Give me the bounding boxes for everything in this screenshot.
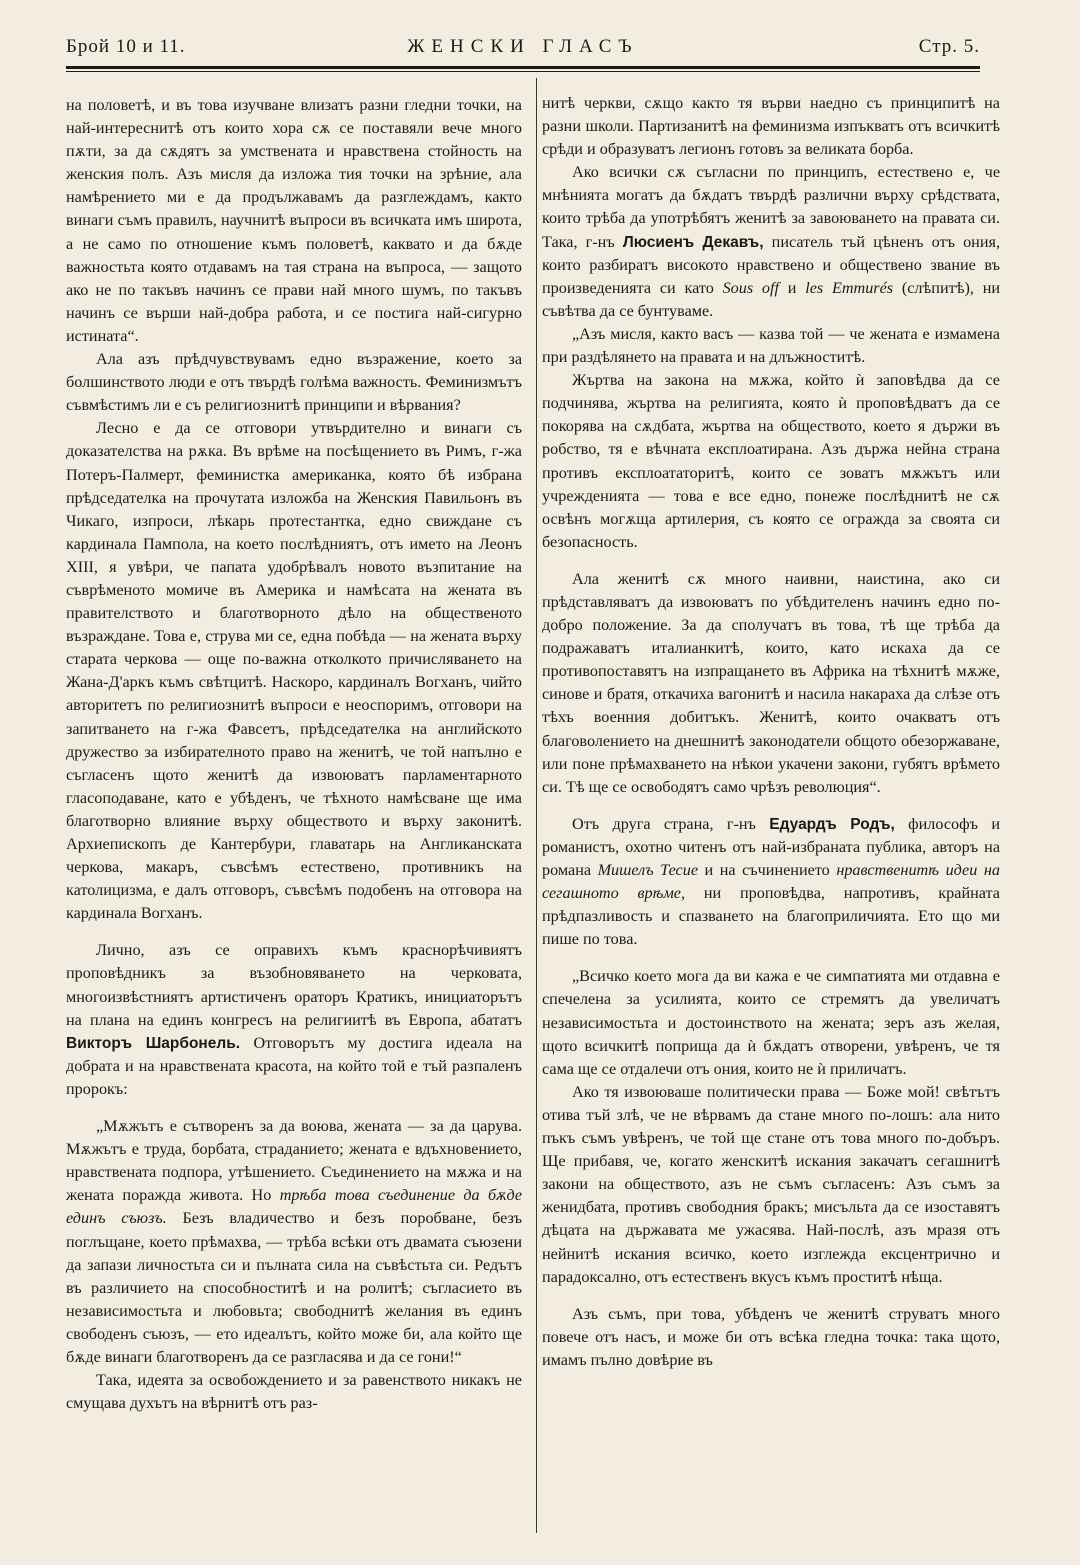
paragraph-text: философъ и романистъ, охотно читенъ отъ най-избраната публика, авторъ на романа	[542, 814, 1001, 879]
paragraph: Ако тя извоюваше политически права — Боже мой! свѣтътъ отива тъй злѣ, че не вѣрвамъ да стане много по-лошъ: ала нито пъкъ съмъ увѣренъ, че той ще стане отъ това много по-добъръ. Ще прибавя, че, когато женскитѣ искания закачатъ сегашнитѣ закони на обществото, азъ не съмъ съгласенъ: Азъ съмъ за женидбата, противъ свободния бракъ; мисъльта да се изоставятъ дѣцата на държавата ме ужасява. Най-послѣ, азъ мразя отъ нейнитѣ искания всичко, което изглежда ексцентрично и парадоксално, отъ естественъ вкусъ къмъ проститѣ нѣща.	[542, 1082, 1000, 1286]
paragraph-text: ни проповѣдва, напротивъ, крайната прѣдпазливость и спазването на благоприличията. Ето що ми пише по това.	[542, 884, 1000, 949]
paragraph: Ала азъ прѣдчувствувамъ едно възражение, което за болшинството люди е отъ твърдѣ голѣма важность. Феминизмътъ съвмѣстимъ ли е съ религиознитѣ принципи и вѣрвания?	[66, 350, 522, 415]
paragraph: Азъ съмъ, при това, убѣденъ че женитѣ струватъ много повече отъ насъ, и може би отъ всѣка гледна точка: така щото, имамъ пълно довѣрие въ	[542, 1304, 1000, 1369]
person-name: Викторъ Шарбонель.	[66, 1034, 241, 1052]
page-number: Стр. 5.	[918, 36, 980, 57]
person-name: Люсиенъ Декавъ,	[622, 233, 764, 251]
book-title: нравственитѣ идеи на сегашното врѣме,	[542, 861, 1000, 903]
quote-paragraph	[66, 1115, 522, 1369]
newspaper-title: ЖЕНСКИ ГЛАСЪ	[407, 36, 639, 57]
paragraph	[542, 813, 1000, 952]
paragraph-text: Безъ владичество и безъ поробване, безъ поглъщане, което прѣмахва, — трѣба всѣки отъ двамата съюзени да запази личностьта си и пълната сила на съвѣстьта си. Редътъ въ различието на способноститѣ и на ролитѣ; съгласието въ независимостьта и любовьта; свободнитѣ желания въ единъ свободенъ съюзъ, — ето идеалътъ, който може би, ала който ще бѫде винаги благотворенъ да се разгласява и да се гони!“	[66, 1209, 522, 1366]
paragraph	[542, 161, 1000, 323]
header-rule-thick	[66, 66, 980, 69]
emphasis-text: трѣба това съединение да бѫде единъ съюзъ.	[66, 1186, 523, 1228]
paragraph-text: Лично, азъ се оправихъ къмъ краснорѣчивиятъ проповѣдникъ за възобновяването на черковата, многоизвѣстниятъ артистиченъ ораторъ Кратикъ, инициаторътъ на плана на единъ конгресъ на религиитѣ въ Европа, абататъ	[66, 941, 522, 1029]
page-header	[66, 34, 980, 66]
paragraph-text: (слѣпитѣ), ни съвѣтва да се бунтуваме.	[542, 278, 1001, 320]
paragraph-text: и на съчинението	[704, 861, 830, 879]
paragraph-text: и	[787, 278, 797, 297]
issue-number: Брой 10 и 11.	[66, 36, 186, 57]
book-title: Sous off	[722, 278, 779, 297]
paragraph-text: Ако всички сѫ съгласни по принципъ, естествено е, че мнѣнията могатъ да бѫдатъ твърдѣ различни върху срѣдствата, които трѣба да употрѣбятъ женитѣ за завоюването на правата си. Така, г-нъ	[542, 163, 1000, 251]
paragraph	[66, 939, 522, 1101]
book-title: les Emmurés	[805, 278, 894, 297]
person-name: Едуардъ Родъ,	[769, 815, 895, 833]
paragraph-text: Отъ друга страна, г-нъ	[572, 814, 756, 833]
paragraph-text: „Мѫжътъ е сътворенъ за да воюва, жената — за да царува. Мѫжътъ е труда, борбата, страданието; жената е вдъхновението, нравствената подпора, утѣшението. Съединението на мѫжа и на жената поражда живота. Но	[66, 1117, 522, 1205]
paragraph-text: писатель тъй цѣненъ отъ ония, които разбиратъ високото нравствено и обществено звание въ произведенията си като	[542, 232, 1001, 297]
paragraph: Ала женитѣ сѫ много наивни, наистина, ако си прѣдставляватъ да извоюватъ по убѣдителенъ начинъ едно по-добро положение. За да сполучатъ въ това, тѣ ще трѣба да подражаватъ италианкитѣ, които, като искаха да се противопоставятъ на изпращането въ Африка на тѣхнитѣ мѫже, синове и братя, откачиха вагонитѣ и насила накараха да слѣзе отъ тѣхъ военния добитъкъ. Женитѣ, които очакватъ отъ благоволението на днешнитѣ законодатели общото обезоржаване, или поне прѣмахването на нѣкои укачени закони, губятъ врѣмето си. Тѣ ще се освободятъ само чрѣзъ революция“.	[542, 569, 1000, 796]
header-rule-thin	[66, 71, 980, 72]
paragraph: Жъртва на закона на мѫжа, който ѝ заповѣдва да се подчинява, жъртва на религията, която ѝ проповѣдватъ да се покорява на сѫдбата, жъртва на обществото, което я държи въ робство, тя е вѣчната експлоатирана. Азъ държа нейна страна противъ експлоататоритѣ, които се зоватъ мѫжътъ или учрежденията — това е все едно, понеже послѣднитѣ не сѫ освѣнъ могѫща артилерия, съ която се огражда за своята си безопасность.	[542, 371, 1000, 551]
column-divider	[536, 78, 537, 1533]
paragraph: нитѣ черкви, сѫщо както тя върви наедно съ принципитѣ на разни школи. Партизанитѣ на феминизма изпъкватъ отъ всичкитѣ срѣди и образуватъ легионъ готовъ за великата борба.	[542, 94, 1000, 159]
book-title: Мишелъ Тесие	[597, 861, 698, 879]
paragraph: на половетѣ, и въ това изучване влизатъ разни гледни точки, на най-интереснитѣ отъ които хора сѫ се поставяли вече много пѫти, за да сѫдятъ за умствената и нравствена стойность на женския полъ. Азъ мисля да изложа тия точки на зрѣние, ала намѣрението ми е да продължавамъ да разглеждамъ, както винаги съмъ правилъ, научнитѣ въпроси въ всичката имъ широта, а не само по отношение къмъ половетѣ, каквато и да бѫде важностьта която отдавамъ на тая страна на въпроса, — защото ако не по такъвъ начинъ се прави най много шумъ, по такъвъ начинъ се върши най-добра работа, и се постига най-сигурно истината“.	[66, 96, 522, 345]
paragraph: Така, идеята за освобождението и за равенството никакъ не смущава духътъ на вѣрнитѣ отъ раз-	[66, 1371, 522, 1413]
right-column	[542, 92, 1000, 1372]
quote-paragraph: „Всичко което мога да ви кажа е че симпатията ми отдавна е спечелена за усилията, които се стремятъ да увеличатъ независимостьта и достоинството на жената; зеръ азъ желая, щото всичкитѣ поприща да ѝ бѫдатъ отворени, увѣренъ, че тя сама ще се отдалечи отъ ония, които не ѝ приличатъ.	[542, 967, 1000, 1078]
quote-paragraph: „Азъ мисля, както васъ — казва той — че жената е измамена при раздѣлянето на правата и на длъжноститѣ.	[542, 324, 1000, 367]
paragraph: Лесно е да се отговори утвърдително и винаги съ доказателства на рѫка. Въ врѣме на посѣщението въ Римъ, г-жа Потеръ-Палмерт, феминистка американка, която бѣ избрана прѣдседателка на прочутата изложба на Женския Павильонъ въ Чикаго, изпроси, лѣкарь протестантка, едно свиждане съ кардинала Пампола, на което послѣдниятъ, отъ името на Леонъ XIII, я увѣри, че папата удобрѣвалъ новото възпитание на съврѣменото момиче въ Америка и намѣсата на жената въ правителството и благотворното дѣло на общественото възраждане. Това е, струва ми се, една побѣда — на жената върху старата черкова — още по-важна отколкото причисляването на Жана-Д'аркъ къмъ свѣтцитѣ. Наскоро, кардиналъ Вогханъ, чийто авторитетъ по религиознитѣ въпроси е неоспоримъ, отговори на запитването на г-жа Фавсетъ, прѣдседателка на английското дружество за избирателното право на женитѣ, че той напълно е съгласенъ щото женитѣ да извоюватъ парламентарното гласоподаване, като е убѣденъ, че тѣхното намѣсване ще има благотворно влияние върху обществото и върху законитѣ. Архиепископъ де Кантербури, главатарь на Англиканската черкова, макаръ, съвсѣмъ естествено, противникъ на католицизма, е далъ отговоръ, съвсѣмъ подобенъ на отговора на кардинала Вогханъ.	[66, 419, 522, 923]
paragraph-text: Отговорътъ му достига идеала на добрата и на нравствената красота, на който той е тъй разпаленъ пророкъ:	[66, 1033, 523, 1098]
left-column	[66, 94, 522, 1415]
